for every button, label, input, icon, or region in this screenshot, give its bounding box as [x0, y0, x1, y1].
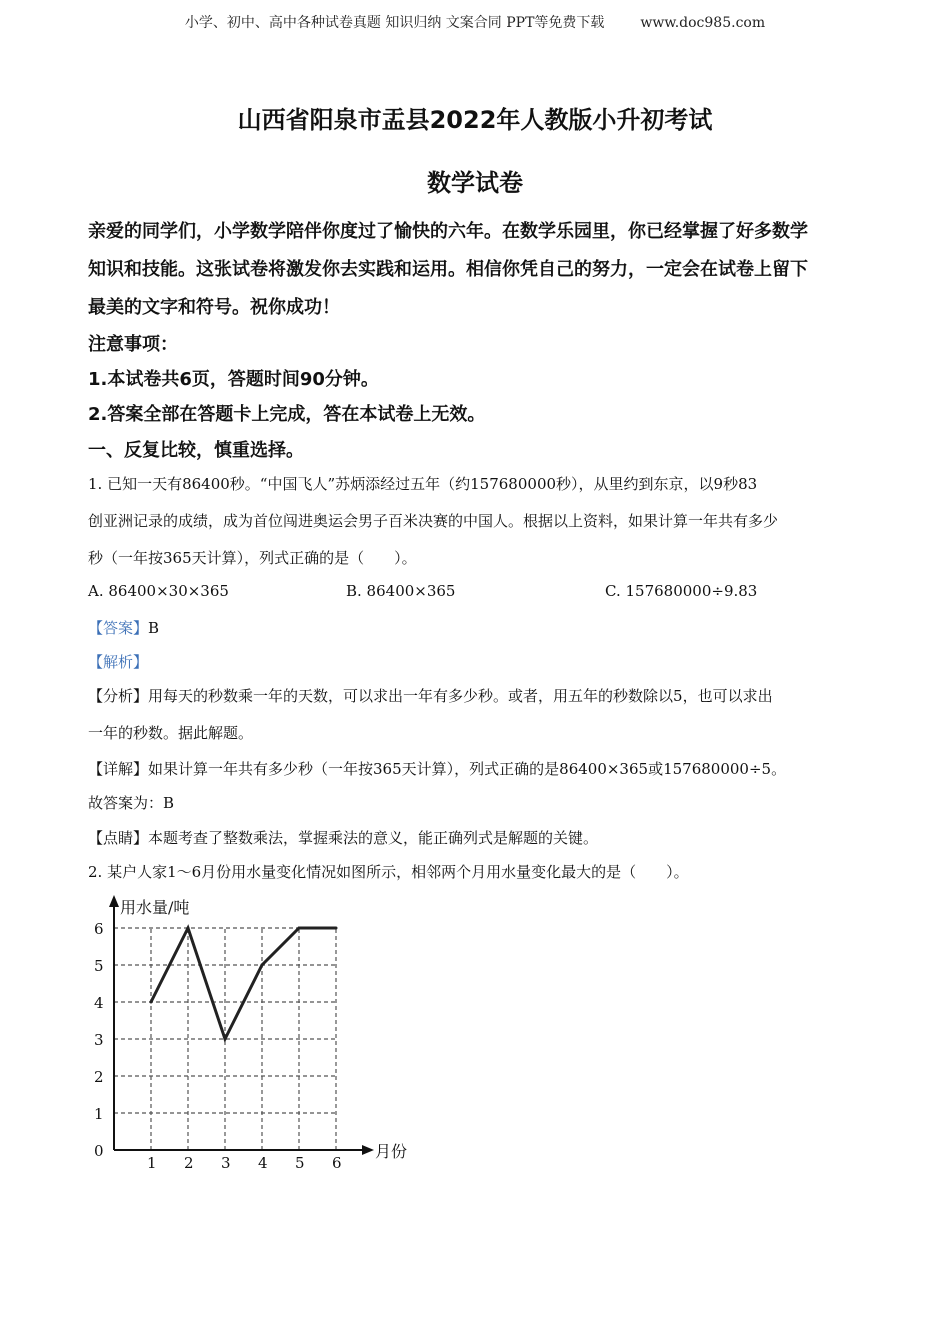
q1-option-b: B. 86400×365: [346, 582, 456, 600]
y-tick-label: 1: [94, 1105, 104, 1123]
y-axis-label: 用水量/吨: [120, 898, 190, 917]
q1-fenxi-line-1: [88, 685, 773, 706]
series-line: [151, 928, 336, 1039]
intro-line-3: 最美的文字和符号。祝你成功！: [88, 297, 340, 318]
q2-line-1: 2. 某户人家1～6月份用水量变化情况如图所示，相邻两个月用水量变化最大的是（ ）。: [88, 863, 689, 881]
comment-text: 本题考查了整数乘法，掌握乘法的意义，能正确列式是解题的关键。: [148, 829, 599, 847]
fenxi-text-1: 用每天的秒数乘一年的天数，可以求出一年有多少秒。或者，用五年的秒数除以5，也可以求出: [148, 687, 773, 705]
exam-subtitle: 数学试卷: [427, 169, 523, 197]
chart-axes: [109, 895, 374, 1155]
answer-tag: 【答案】: [88, 619, 149, 637]
y-tick-label: 6: [94, 920, 104, 938]
x-tick-label: 6: [332, 1154, 342, 1172]
detail-tag: 【详解】: [88, 760, 149, 778]
x-tick-label: 5: [295, 1154, 305, 1172]
comment-tag: 【点睛】: [88, 829, 149, 847]
y-tick-label: 3: [94, 1031, 104, 1049]
y-tick-label: 2: [94, 1068, 104, 1086]
chart-tick-labels: [94, 920, 342, 1172]
q1-line-1: 1. 已知一天有86400秒。“中国飞人”苏炳添经过五年（约157680000秒），从里约到东京，以9秒83: [88, 475, 758, 493]
q1-analysis: [88, 651, 148, 672]
detail-text: 如果计算一年共有多少秒（一年按365天计算），列式正确的是86400×365或157680000÷5。: [148, 760, 787, 778]
water-usage-chart: [88, 893, 418, 1183]
chart-series: [150, 927, 338, 1041]
notes-item-2: 2.答案全部在答题卡上完成，答在本试卷上无效。: [88, 404, 486, 425]
notes-item-1: 1.本试卷共6页，答题时间90分钟。: [88, 369, 379, 390]
data-point: [150, 1001, 153, 1004]
q1-line-3: 秒（一年按365天计算），列式正确的是（ ）。: [88, 549, 417, 567]
q1-comment: [88, 827, 598, 848]
x-tick-label: 1: [147, 1154, 157, 1172]
header-site[interactable]: www.doc985.com: [640, 15, 766, 31]
x-tick-label: 3: [221, 1154, 231, 1172]
x-tick-label: 4: [258, 1154, 268, 1172]
y-tick-label: 4: [94, 994, 104, 1012]
intro-line-1: 亲爱的同学们，小学数学陪伴你度过了愉快的六年。在数学乐园里，你已经掌握了好多数学: [88, 221, 808, 242]
y-tick-label: 5: [94, 957, 104, 975]
intro-line-2: 知识和技能。这张试卷将激发你去实践和运用。相信你凭自己的努力，一定会在试卷上留下: [88, 259, 808, 280]
q1-line-2: 创亚洲记录的成绩，成为首位闯进奥运会男子百米决赛的中国人。根据以上资料，如果计算一年共有多少: [88, 512, 779, 530]
data-point: [335, 927, 338, 930]
fenxi-tag: 【分析】: [88, 687, 149, 705]
page-header: [0, 12, 950, 32]
notes-heading: 注意事项：: [88, 334, 178, 355]
q1-detail: [88, 758, 786, 779]
data-point: [187, 927, 190, 930]
q1-final-answer: 故答案为：B: [88, 794, 175, 812]
analysis-tag: 【解析】: [88, 653, 149, 671]
y-tick-label: 0: [94, 1142, 104, 1160]
q1-fenxi-line-2: 一年的秒数。据此解题。: [88, 724, 254, 742]
y-axis-arrow: [109, 895, 119, 907]
header-categories: 小学、初中、高中各种试卷真题 知识归纳 文案合同 PPT等免费下载: [184, 15, 605, 31]
x-tick-label: 2: [184, 1154, 194, 1172]
x-axis-arrow: [362, 1145, 374, 1155]
section-1-heading: 一、反复比较，慎重选择。: [88, 440, 304, 461]
x-axis-label: 月份: [375, 1142, 408, 1161]
q1-option-c: C. 157680000÷9.83: [605, 582, 758, 600]
data-point: [298, 927, 301, 930]
answer-value: B: [148, 619, 160, 637]
q1-option-a: A. 86400×30×365: [88, 582, 229, 600]
data-point: [261, 964, 264, 967]
data-point: [224, 1038, 227, 1041]
exam-title: 山西省阳泉市盂县2022年人教版小升初考试: [237, 106, 713, 134]
q1-answer: [88, 617, 159, 638]
